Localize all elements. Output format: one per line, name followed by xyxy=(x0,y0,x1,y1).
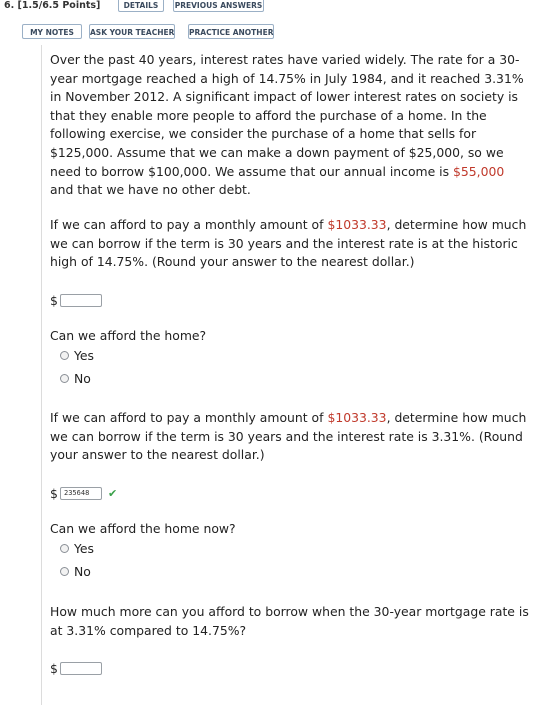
correct-check-icon: ✔ xyxy=(108,487,118,500)
part1-question: Can we afford the home? xyxy=(50,328,207,343)
part2-yes-option[interactable] xyxy=(60,541,94,556)
part1-yes-option[interactable] xyxy=(60,348,94,363)
practice-another-button[interactable]: PRACTICE ANOTHER xyxy=(188,24,274,39)
radio-button[interactable] xyxy=(60,567,69,576)
part2-text-b: , determine how much we can borrow if the term is 30 years and the interest rate is 3.31%. (Round your answer to the nearest dollar.) xyxy=(50,410,527,463)
part2-paragraph xyxy=(50,409,530,465)
intro-text: Over the past 40 years, interest rates have varied widely. The rate for a 30-year mortgage reached a high of 14.75% in July 1984, and it reached 3.31% in November 2012. A significant impact of lower interest rates on society is that they enable more people to afford the purchase of a home. In the following exercise, we consider the purchase of a home that sells for $125,000. Assume that we can make a down payment of $25,000, so we need to borrow $100,000. We assume that our annual income is xyxy=(50,52,524,179)
ask-teacher-button[interactable]: ASK YOUR TEACHER xyxy=(89,24,175,39)
part1-text-a: If we can afford to pay a monthly amount of xyxy=(50,217,328,232)
question-number: 6. xyxy=(4,0,15,11)
radio-button[interactable] xyxy=(60,374,69,383)
my-notes-button[interactable]: MY NOTES xyxy=(22,24,82,39)
details-button[interactable]: DETAILS xyxy=(118,0,164,12)
yes-label: Yes xyxy=(74,348,95,363)
dollar-sign: $ xyxy=(50,486,58,501)
part1-amount: $1033.33 xyxy=(327,217,387,232)
income-value: $55,000 xyxy=(453,163,505,179)
part3-answer-input[interactable] xyxy=(60,662,102,675)
previous-answers-button[interactable]: PREVIOUS ANSWERS xyxy=(173,0,264,12)
radio-button[interactable] xyxy=(60,544,69,553)
part2-amount: $1033.33 xyxy=(327,410,387,425)
question-points: [1.5/6.5 Points] xyxy=(17,0,101,11)
part1-text-b: , determine how much we can borrow if the term is 30 years and the interest rate is at the historic high of 14.75%. (Round your answer to the nearest dollar.) xyxy=(50,217,527,270)
part2-text-a: If we can afford to pay a monthly amount of xyxy=(50,410,328,425)
part1-no-option[interactable] xyxy=(60,371,91,386)
dollar-sign: $ xyxy=(50,661,58,676)
yes-label: Yes xyxy=(74,541,95,556)
part2-question: Can we afford the home now? xyxy=(50,521,236,536)
part2-answer-row xyxy=(50,486,117,501)
part3-paragraph: How much more can you afford to borrow when the 30-year mortgage rate is at 3.31% compared to 14.75%? xyxy=(50,604,529,638)
radio-button[interactable] xyxy=(60,351,69,360)
intro-tail: and that we have no other debt. xyxy=(50,182,251,198)
part2-no-option[interactable] xyxy=(60,564,91,579)
part1-answer-input[interactable] xyxy=(60,294,102,307)
part1-answer-row xyxy=(50,293,102,308)
part2-answer-input[interactable]: 235648 xyxy=(60,487,102,500)
dollar-sign: $ xyxy=(50,293,58,308)
no-label: No xyxy=(74,371,91,386)
intro-paragraph xyxy=(50,51,530,200)
part3-answer-row xyxy=(50,661,102,676)
no-label: No xyxy=(74,564,91,579)
question-header xyxy=(4,0,100,11)
part1-paragraph xyxy=(50,216,530,272)
